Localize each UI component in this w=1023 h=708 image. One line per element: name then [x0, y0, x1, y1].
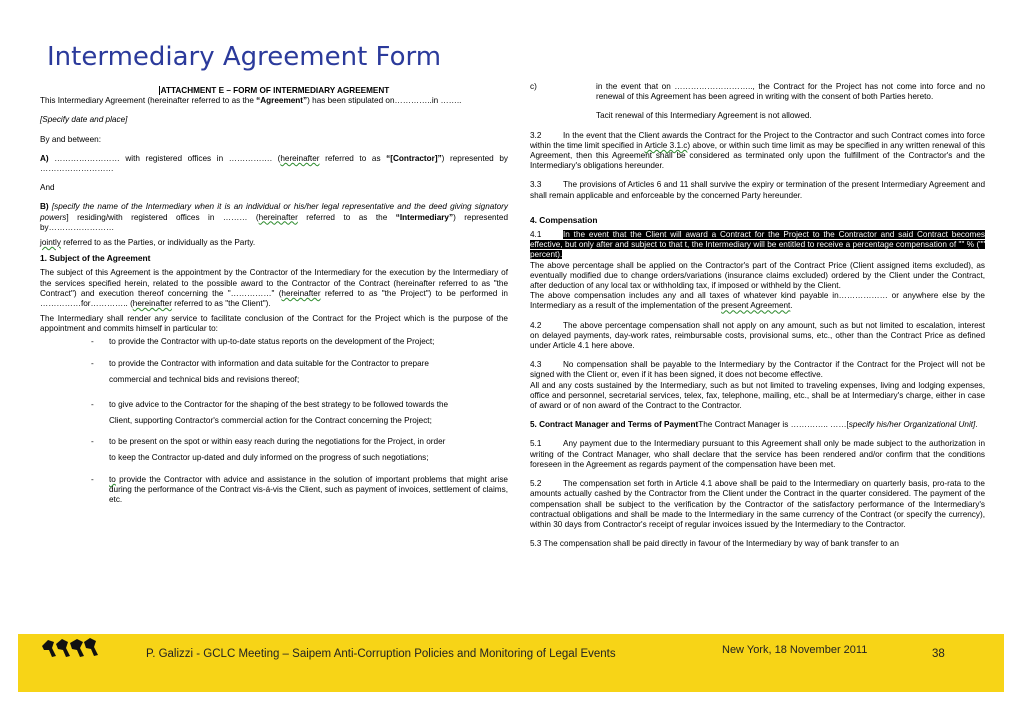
date-place: [Specify date and place]: [40, 115, 128, 125]
list-item: - to provide the Contractor with up-to-date status reports on the development of the Project;: [91, 336, 435, 346]
list-item: - to provide the Contractor with advice and assistance in the solution of important problems that might arise during the performance of the Contract vis-á-vis the Client, such as payment of invoices, settlement of claims, etc.: [91, 474, 508, 505]
clause-4-1-base: The above percentage shall be applied on the Contractor's part of the Contract Price (Client assigned items excluded), as eventually modified due to change orders/variations (insurance claims excluded) ordered by the Client under the Contract, after deduction of any local tax or withholding tax, if imposed or withheld by the Client.: [530, 260, 985, 291]
and-text: And: [40, 183, 55, 193]
clause-3-3: 3.3 The provisions of Articles 6 and 11 shall survive the expiry or termination of the present Intermediary Agreement and shall remain applicable and enforceable by the concerned Party hereunder.: [530, 180, 985, 200]
tacit-renewal: Tacit renewal of this Intermediary Agreement is not allowed.: [596, 111, 812, 121]
list-item: - to give advice to the Contractor for the shaping of the best strategy to be followed towards the Client, supporting Contractor's commercial action for the Contract concerning the Project;: [91, 399, 449, 425]
footer-bar: [18, 634, 1004, 692]
clause-4-3: 4.3 No compensation shall be payable to the Intermediary by the Contractor if the Contract for the Project will not be signed with the Client or, even if it has been signed, it does not become effective.: [530, 360, 985, 380]
section-1-heading: 1. Subject of the Agreement: [40, 253, 151, 264]
clause-4-3-costs: All and any costs sustained by the Intermediary, such as but not limited to traveling expenses, living and lodging expenses, office and personnel, secretarial services, telex, fax, telephone, mailing, etc., shall be at Intermediary's charge, either in case of award or of non award of the Contract to the Contractor.: [530, 380, 985, 411]
footer-text: P. Galizzi - GCLC Meeting – Saipem Anti-Corruption Policies and Monitoring of Legal Events: [146, 648, 616, 660]
clause-4-1-taxes: The above compensation includes any and all taxes of whatever kind payable in……………… or anywhere else by the Intermediary as a result of the implementation of the present Agreement.: [530, 291, 985, 311]
right-column: [530, 82, 985, 549]
by-between: By and between:: [40, 134, 101, 144]
clause-5-1: 5.1 Any payment due to the Intermediary pursuant to this Agreement shall only be made subject to the authorization in writing of the Contract Manager, who shall declare that the service has been rendered and/or confirm that the conditions foreseen in the Agreement as regards payment of the compensation have been met.: [530, 439, 985, 469]
section-1-paragraph: The subject of this Agreement is the appointment by the Contractor of the Intermediary for the execution by the Intermediary of the services specified herein, related to the possible award to the Contractor of the Contract (hereinafter referred to as "the Contract") and execution thereof concerning the "……………" (hereinafter referred to as "the Project") to be performed in ……………for………….. (hereinafter referred to as "the Client").: [40, 268, 508, 309]
clause-5-2: 5.2 The compensation set forth in Article 4.1 above shall be paid to the Intermediary on quarterly basis, pro-rata to the amounts actually cashed by the Contractor from the Client under the Contract in the quarter considered. The payment of the compensation shall be subject to the verification by the Contractor of the satisfactory performance of the Intermediary's contractual obligations and shall be made to the Intermediary in the same currency of the Contract (or specify the currency), within 30 days from Contractor's receipt of regular invoices issued by the Intermediary to the Contractor.: [530, 479, 985, 529]
section-4-heading: 4. Compensation: [530, 214, 598, 225]
clause-5-3: 5.3 The compensation shall be paid directly in favour of the Intermediary by way of bank transfer to an: [530, 539, 899, 549]
attachment-heading: ATTACHMENT E – FORM OF INTERMEDIARY AGREEMENT: [160, 86, 390, 95]
clause-c: c) in the event that on ……………………….., the Contract for the Project has not come into force and no renewal of this Agreement has been agreed in writing with the consent of both Parties hereto.: [530, 82, 985, 102]
list-item: - to be present on the spot or within easy reach during the negotiations for the Project, in order to keep the Contractor up-dated and duly informed on the progress of such negotiations;: [91, 436, 446, 462]
clause-4-1: 4.1 In the event that the Client will award a Contract for the Project to the Contractor and said Contract becomes effective, but only after and subject to that t, the Intermediary will be entitled to receive a percentage compensation of "" % ("" percent).: [530, 230, 985, 260]
section-1-commitments: The Intermediary shall render any service to facilitate conclusion of the Contract for the Project which is the purpose of the appointment and commits himself in particular to:: [40, 314, 508, 334]
intro-paragraph: This Intermediary Agreement (hereinafter referred to as the “Agreement”) has been stipulated on…………..in ……..: [40, 96, 462, 106]
party-a: A) …………………… with registered offices in ……………. (hereinafter referred to as “[Contractor]”) represented by ………………………: [40, 153, 509, 174]
page-number: 38: [932, 648, 945, 660]
saipem-dog-logo-icon: [40, 636, 100, 660]
section-5-heading: 5. Contract Manager and Terms of PaymentThe Contract Manager is ………….. ……[specify his/her Organizational Unit].: [530, 420, 978, 430]
clause-3-2: 3.2 In the event that the Client awards the Contract for the Project to the Contractor and such Contract comes into force within the time limit specified in Article 3.1.c) above, or within such time limit as may be specified in any written renewal of this Agreement, then this Agreement shall be considered as terminated only upon the fulfillment of the Contractor's and the Intermediary's obligations hereunder.: [530, 130, 986, 171]
list-item: - to provide the Contractor with information and data suitable for the Contractor to prepare commercial and technical bids and revisions thereof;: [91, 358, 429, 384]
page-title: Intermediary Agreement Form: [47, 42, 442, 72]
left-column: [40, 86, 508, 505]
jointly-paragraph: jointly referred to as the Parties, or individually as the Party.: [40, 238, 256, 248]
footer-date: New York, 18 November 2011: [722, 644, 868, 656]
clause-4-2: 4.2 The above percentage compensation shall not apply on any amount, such as but not limited to escalation, interest on delayed payments, day-work rates, reimbursable costs, provisional sums, etc., other than the Contract Price as defined under Article 4.1 here above.: [530, 320, 985, 351]
party-b: B) [specify the name of the Intermediary when it is an individual or his/her legal representative and the deed giving signatory powers] residing/with registered offices in ……… (hereinafter referred to as the “Intermediary”) represented by……………………: [40, 202, 508, 232]
